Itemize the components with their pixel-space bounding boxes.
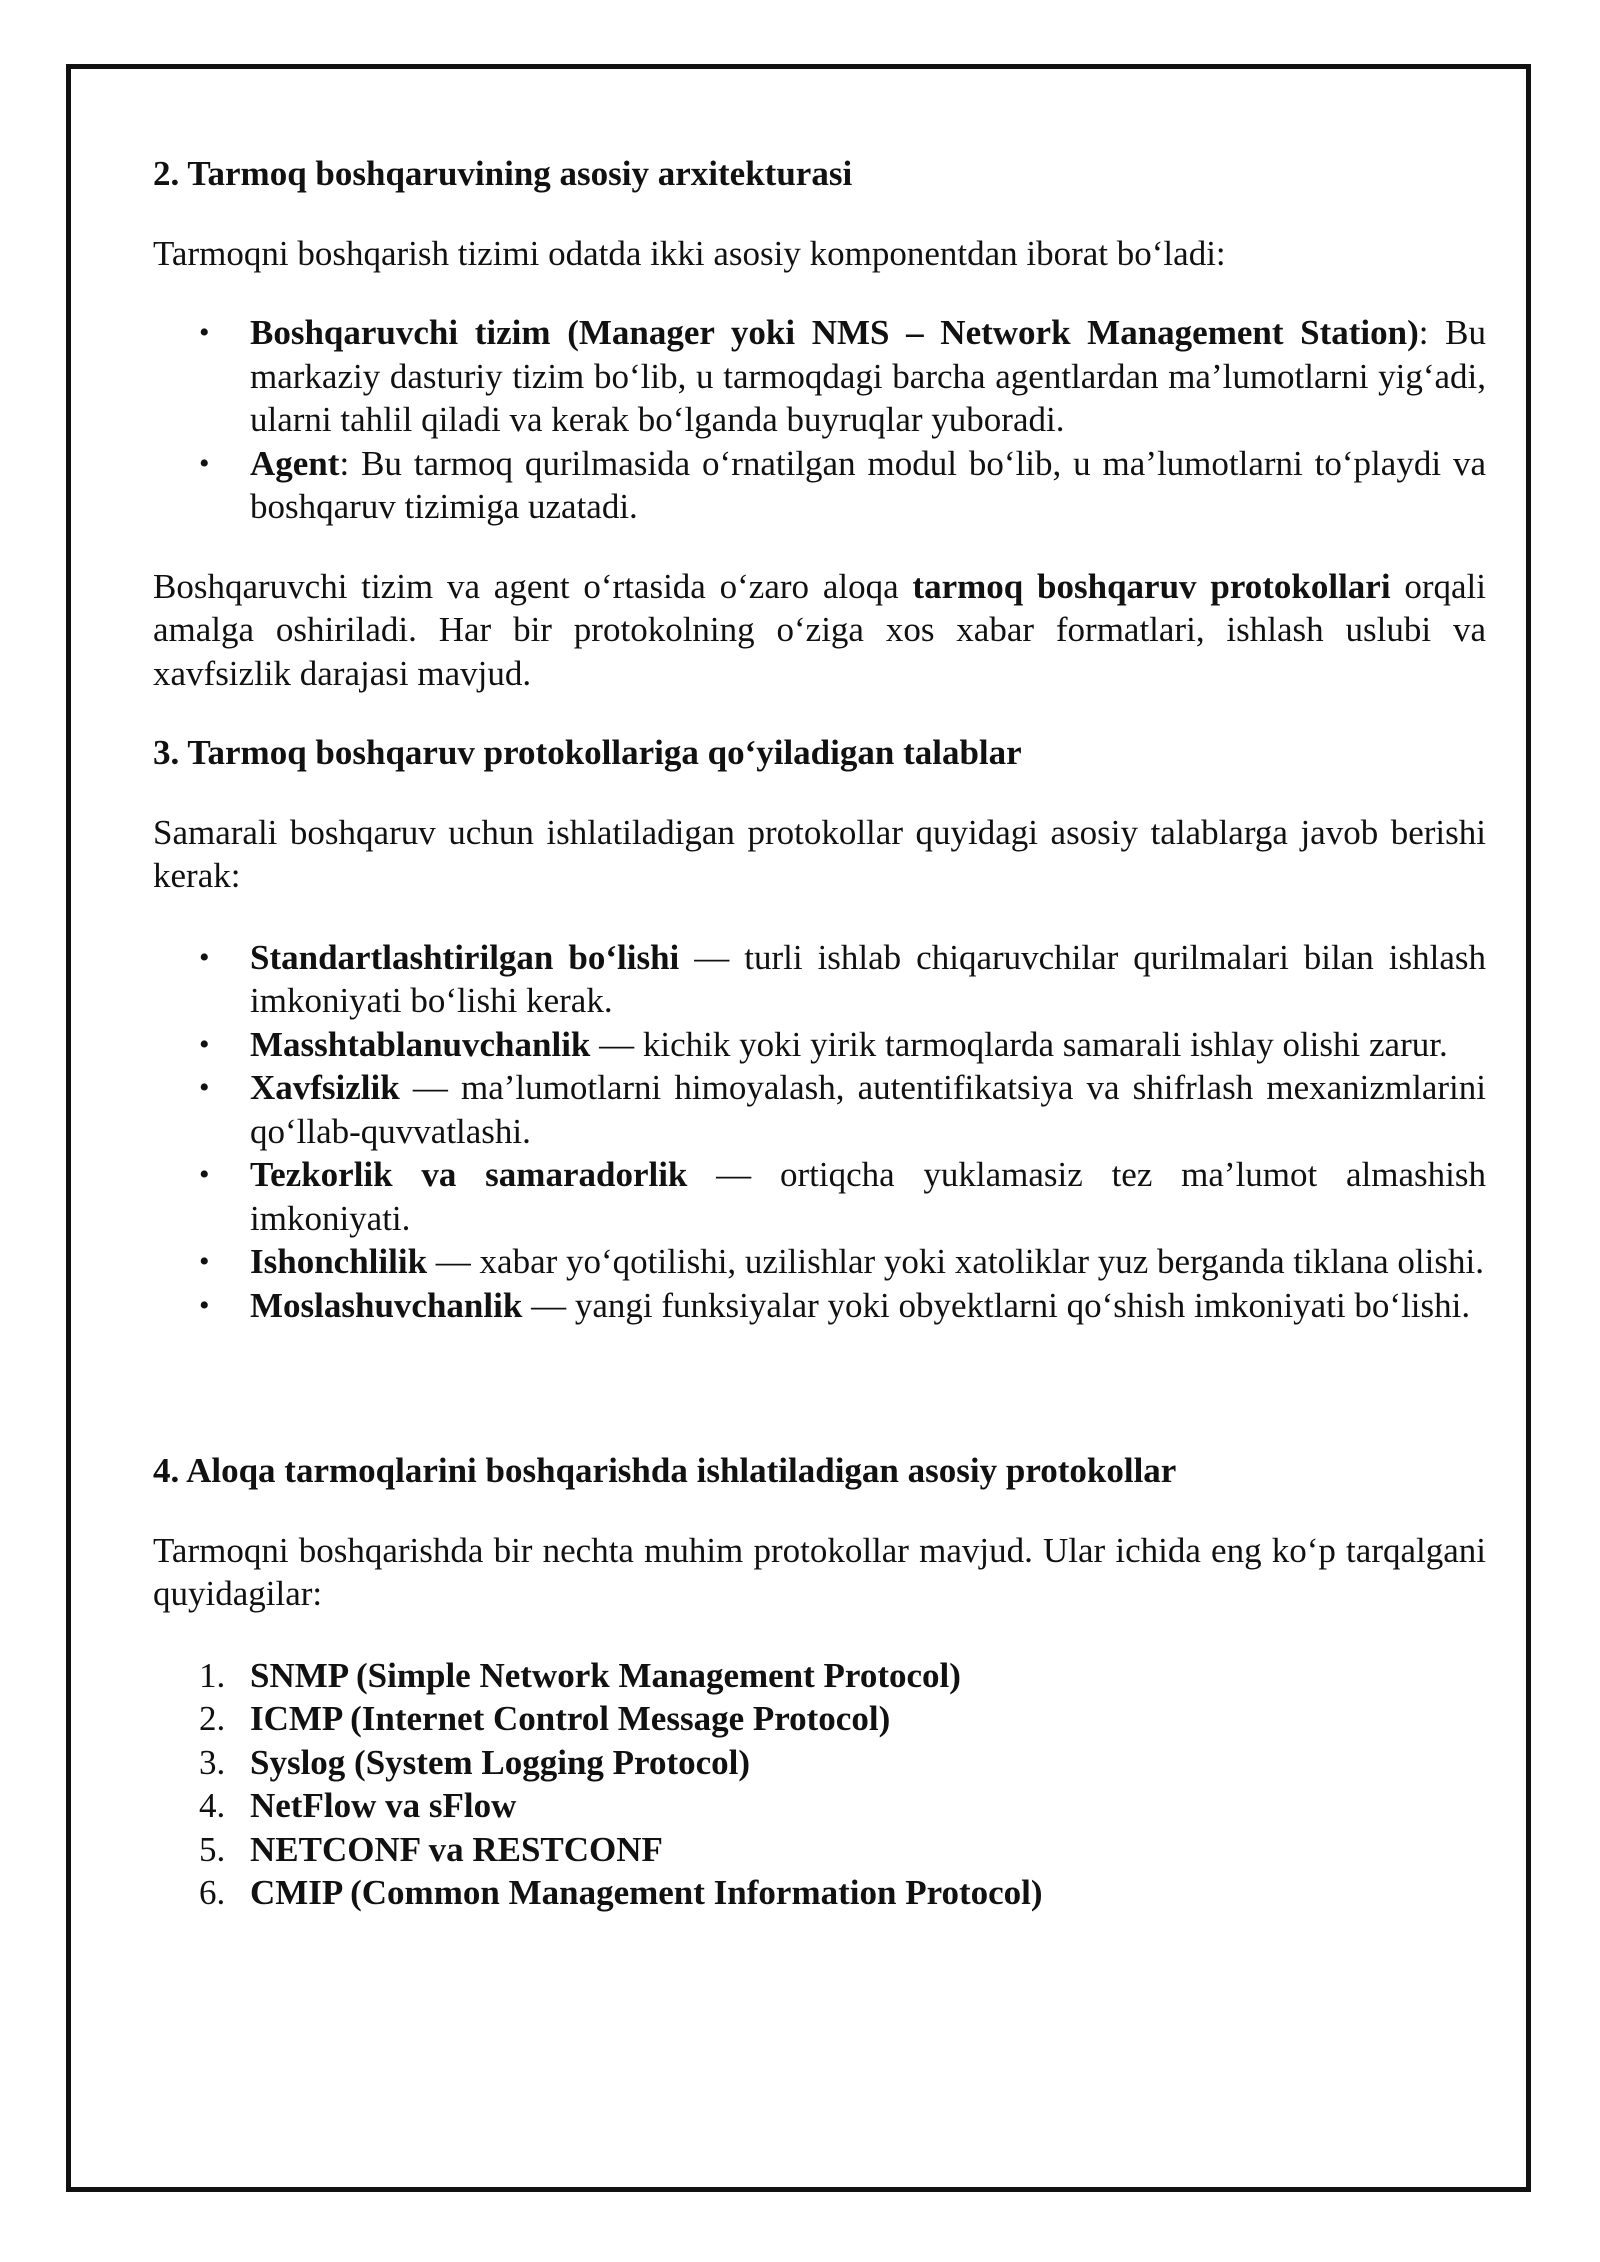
list-item [153, 936, 1486, 1023]
numbered-item [153, 1697, 1486, 1741]
item-label: NetFlow va sFlow [250, 1786, 517, 1825]
list-item-text: — kichik yoki yirik tarmoqlarda samarali ishlay olishi zarur. [590, 1024, 1448, 1064]
document-content [153, 152, 1486, 1915]
list-item-text: — yangi funksiyalar yoki obyektlarni qo‘shish imkoniyati bo‘lishi. [522, 1285, 1471, 1325]
numbered-item [153, 1784, 1486, 1828]
item-number: 1. [199, 1655, 226, 1695]
list-item-term: Xavfsizlik [250, 1068, 400, 1107]
numbered-item [153, 1828, 1486, 1872]
item-number: 5. [199, 1829, 226, 1869]
list-item-term: Boshqaruvchi tizim (Manager yoki NMS – Network Management Station) [250, 313, 1419, 352]
list-item-text: : Bu markaziy dasturiy tizim bo‘lib, u tarmoqdagi barcha agentlardan ma’lumotlarni yig‘adi, ularni tahlil qiladi va kerak bo‘lganda buyruqlar yuboradi. [250, 313, 1486, 439]
list-item [153, 1066, 1486, 1153]
list-item [153, 1023, 1486, 1067]
list-item-text: — xabar yo‘qotilishi, uzilishlar yoki xatoliklar yuz berganda tiklana olishi. [427, 1242, 1484, 1281]
item-label: Syslog (System Logging Protocol) [250, 1742, 751, 1782]
section-4-title: 4. Aloqa tarmoqlarini boshqarishda ishlatiladigan asosiy protokollar [153, 1451, 1177, 1490]
list-item-term: Agent [250, 443, 340, 483]
list-item-term: Moslashuvchanlik [250, 1285, 523, 1325]
list-item-text: — turli ishlab chiqaruvchilar qurilmalari bilan ishlash imkoniyati bo‘lishi kerak. [250, 937, 1486, 1020]
section-3-intro: Samarali boshqaruv uchun ishlatiladigan protokollar quyidagi asosiy talablarga javob berishi kerak: [153, 812, 1486, 895]
list-item-term: Standartlashtirilgan bo‘lishi [250, 937, 680, 977]
list-item [153, 1240, 1486, 1284]
list-item-term: Ishonchlilik [250, 1242, 428, 1281]
item-number: 2. [199, 1699, 226, 1738]
list-item-text: — ma’lumotlarni himoyalash, autentifikatsiya va shifrlash mexanizmlarini qo‘llab-quvvatlashi. [250, 1068, 1486, 1151]
section-3-title: 3. Tarmoq boshqaruv protokollariga qo‘yiladigan talablar [153, 733, 1022, 772]
section-2-list [153, 311, 1486, 529]
list-item [153, 1153, 1486, 1240]
list-item [153, 442, 1486, 529]
numbered-item [153, 1741, 1486, 1785]
list-item [153, 311, 1486, 442]
item-label: CMIP (Common Management Information Protocol) [250, 1873, 1043, 1912]
list-item-term: Tezkorlik va samaradorlik [250, 1155, 688, 1194]
item-label: NETCONF va RESTCONF [250, 1829, 663, 1869]
section-4-list [153, 1654, 1486, 1915]
paragraph-text-end: orqali amalga oshiriladi. Har bir protokolning o‘ziga xos xabar formatlari, ishlash uslubi va xavfsizlik darajasi mavjud. [153, 566, 1487, 693]
item-number: 4. [199, 1786, 226, 1825]
paragraph-bold-term: tarmoq boshqaruv protokollari [912, 566, 1391, 606]
item-label: ICMP (Internet Control Message Protocol) [250, 1699, 891, 1738]
section-2-paragraph [153, 565, 1486, 696]
list-item [153, 1284, 1486, 1328]
section-3-list [153, 936, 1486, 1328]
paragraph-text-start: Boshqaruvchi tizim va agent o‘rtasida o‘zaro aloqa [153, 566, 913, 606]
list-item-term: Masshtablanuvchanlik [250, 1024, 591, 1064]
numbered-item [153, 1871, 1486, 1915]
numbered-item [153, 1654, 1486, 1698]
list-item-text: : Bu tarmoq qurilmasida o‘rnatilgan modul bo‘lib, u ma’lumotlarni to‘playdi va boshqaruv tizimiga uzatadi. [250, 443, 1486, 526]
item-label: SNMP (Simple Network Management Protocol) [250, 1655, 961, 1695]
section-2-intro: Tarmoqni boshqarish tizimi odatda ikki asosiy komponentdan iborat bo‘ladi: [153, 233, 1226, 273]
section-2-title: 2. Tarmoq boshqaruvining asosiy arxitekturasi [153, 154, 853, 193]
list-item-text: — ortiqcha yuklamasiz tez ma’lumot almashish imkoniyati. [250, 1155, 1487, 1238]
item-number: 3. [199, 1742, 226, 1782]
item-number: 6. [199, 1873, 226, 1912]
section-4-intro: Tarmoqni boshqarishda bir nechta muhim protokollar mavjud. Ular ichida eng ko‘p tarqalgani quyidagilar: [153, 1530, 1486, 1613]
